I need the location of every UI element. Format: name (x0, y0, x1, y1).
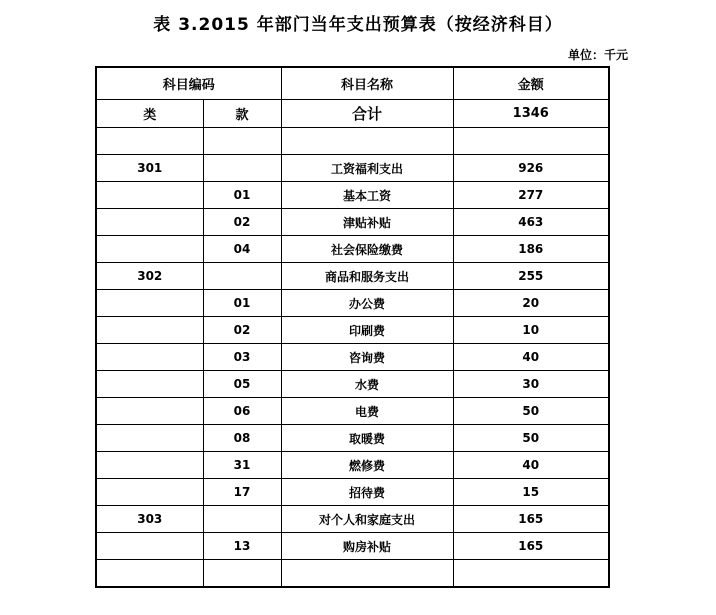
cell-subject-name: 商品和服务支出 (281, 263, 453, 290)
header-subject-name: 科目名称 (281, 67, 453, 100)
cell-subject-name: 基本工资 (281, 182, 453, 209)
cell-amount: 40 (453, 452, 609, 479)
table-row (96, 263, 609, 290)
header-total-value: 1346 (453, 100, 609, 128)
cell-subject-name: 办公费 (281, 290, 453, 317)
table-row (96, 479, 609, 506)
cell-amount: 10 (453, 317, 609, 344)
cell-item-code (203, 560, 281, 588)
cell-amount: 165 (453, 533, 609, 560)
cell-amount: 165 (453, 506, 609, 533)
table-row (96, 344, 609, 371)
cell-category-code (96, 290, 203, 317)
cell-item-code: 13 (203, 533, 281, 560)
cell-amount (453, 560, 609, 588)
cell-item-code: 04 (203, 236, 281, 263)
unit-label: 单位：千元 (567, 48, 628, 62)
table-row (96, 317, 609, 344)
header-item-label: 款 (203, 100, 281, 128)
table-row (96, 236, 609, 263)
cell-category-code (96, 344, 203, 371)
cell-amount: 30 (453, 371, 609, 398)
cell-item-code (203, 506, 281, 533)
cell-subject-name: 工资福利支出 (281, 155, 453, 182)
table-row (96, 398, 609, 425)
cell-category-code (96, 533, 203, 560)
cell-item-code (203, 155, 281, 182)
cell-category-code (96, 479, 203, 506)
cell-subject-name: 电费 (281, 398, 453, 425)
cell-amount: 186 (453, 236, 609, 263)
cell-category-code: 303 (96, 506, 203, 533)
cell-item-code (203, 128, 281, 155)
header-total-label: 合计 (281, 100, 453, 128)
cell-item-code: 17 (203, 479, 281, 506)
cell-subject-name: 对个人和家庭支出 (281, 506, 453, 533)
cell-category-code (96, 452, 203, 479)
cell-subject-name: 购房补贴 (281, 533, 453, 560)
cell-subject-name: 取暖费 (281, 425, 453, 452)
table-row (96, 155, 609, 182)
cell-amount: 40 (453, 344, 609, 371)
cell-category-code: 302 (96, 263, 203, 290)
cell-item-code: 31 (203, 452, 281, 479)
table-row (96, 182, 609, 209)
table-row (96, 209, 609, 236)
header-subject-code: 科目编码 (96, 67, 281, 100)
cell-subject-name: 津贴补贴 (281, 209, 453, 236)
cell-subject-name: 咨询费 (281, 344, 453, 371)
header-category-label: 类 (96, 100, 203, 128)
cell-item-code: 06 (203, 398, 281, 425)
cell-item-code: 01 (203, 182, 281, 209)
cell-subject-name: 社会保险缴费 (281, 236, 453, 263)
cell-amount: 277 (453, 182, 609, 209)
cell-category-code: 301 (96, 155, 203, 182)
page-title: 表 3.2015 年部门当年支出预算表（按经济科目） (153, 15, 563, 35)
cell-item-code: 03 (203, 344, 281, 371)
cell-item-code: 01 (203, 290, 281, 317)
table-row (96, 533, 609, 560)
cell-subject-name: 水费 (281, 371, 453, 398)
cell-item-code: 02 (203, 317, 281, 344)
cell-category-code (96, 182, 203, 209)
cell-amount: 463 (453, 209, 609, 236)
table-row (96, 506, 609, 533)
cell-category-code (96, 317, 203, 344)
cell-amount: 255 (453, 263, 609, 290)
cell-amount: 15 (453, 479, 609, 506)
cell-category-code (96, 236, 203, 263)
cell-item-code: 02 (203, 209, 281, 236)
table-row (96, 560, 609, 588)
cell-category-code (96, 560, 203, 588)
cell-category-code (96, 371, 203, 398)
cell-subject-name (281, 128, 453, 155)
cell-item-code (203, 263, 281, 290)
cell-amount: 926 (453, 155, 609, 182)
table-header-row-secondary (96, 100, 609, 128)
table-header-row-primary (96, 67, 609, 100)
cell-amount: 50 (453, 398, 609, 425)
cell-category-code (96, 128, 203, 155)
cell-item-code: 08 (203, 425, 281, 452)
cell-amount (453, 128, 609, 155)
budget-table (95, 66, 610, 588)
cell-amount: 50 (453, 425, 609, 452)
cell-subject-name: 招待费 (281, 479, 453, 506)
cell-amount: 20 (453, 290, 609, 317)
table-row (96, 290, 609, 317)
cell-category-code (96, 425, 203, 452)
cell-item-code: 05 (203, 371, 281, 398)
header-amount: 金额 (453, 67, 609, 100)
cell-subject-name: 燃修费 (281, 452, 453, 479)
cell-category-code (96, 209, 203, 236)
table-row (96, 371, 609, 398)
table-row (96, 425, 609, 452)
table-row (96, 452, 609, 479)
cell-category-code (96, 398, 203, 425)
cell-subject-name (281, 560, 453, 588)
table-row (96, 128, 609, 155)
cell-subject-name: 印刷费 (281, 317, 453, 344)
